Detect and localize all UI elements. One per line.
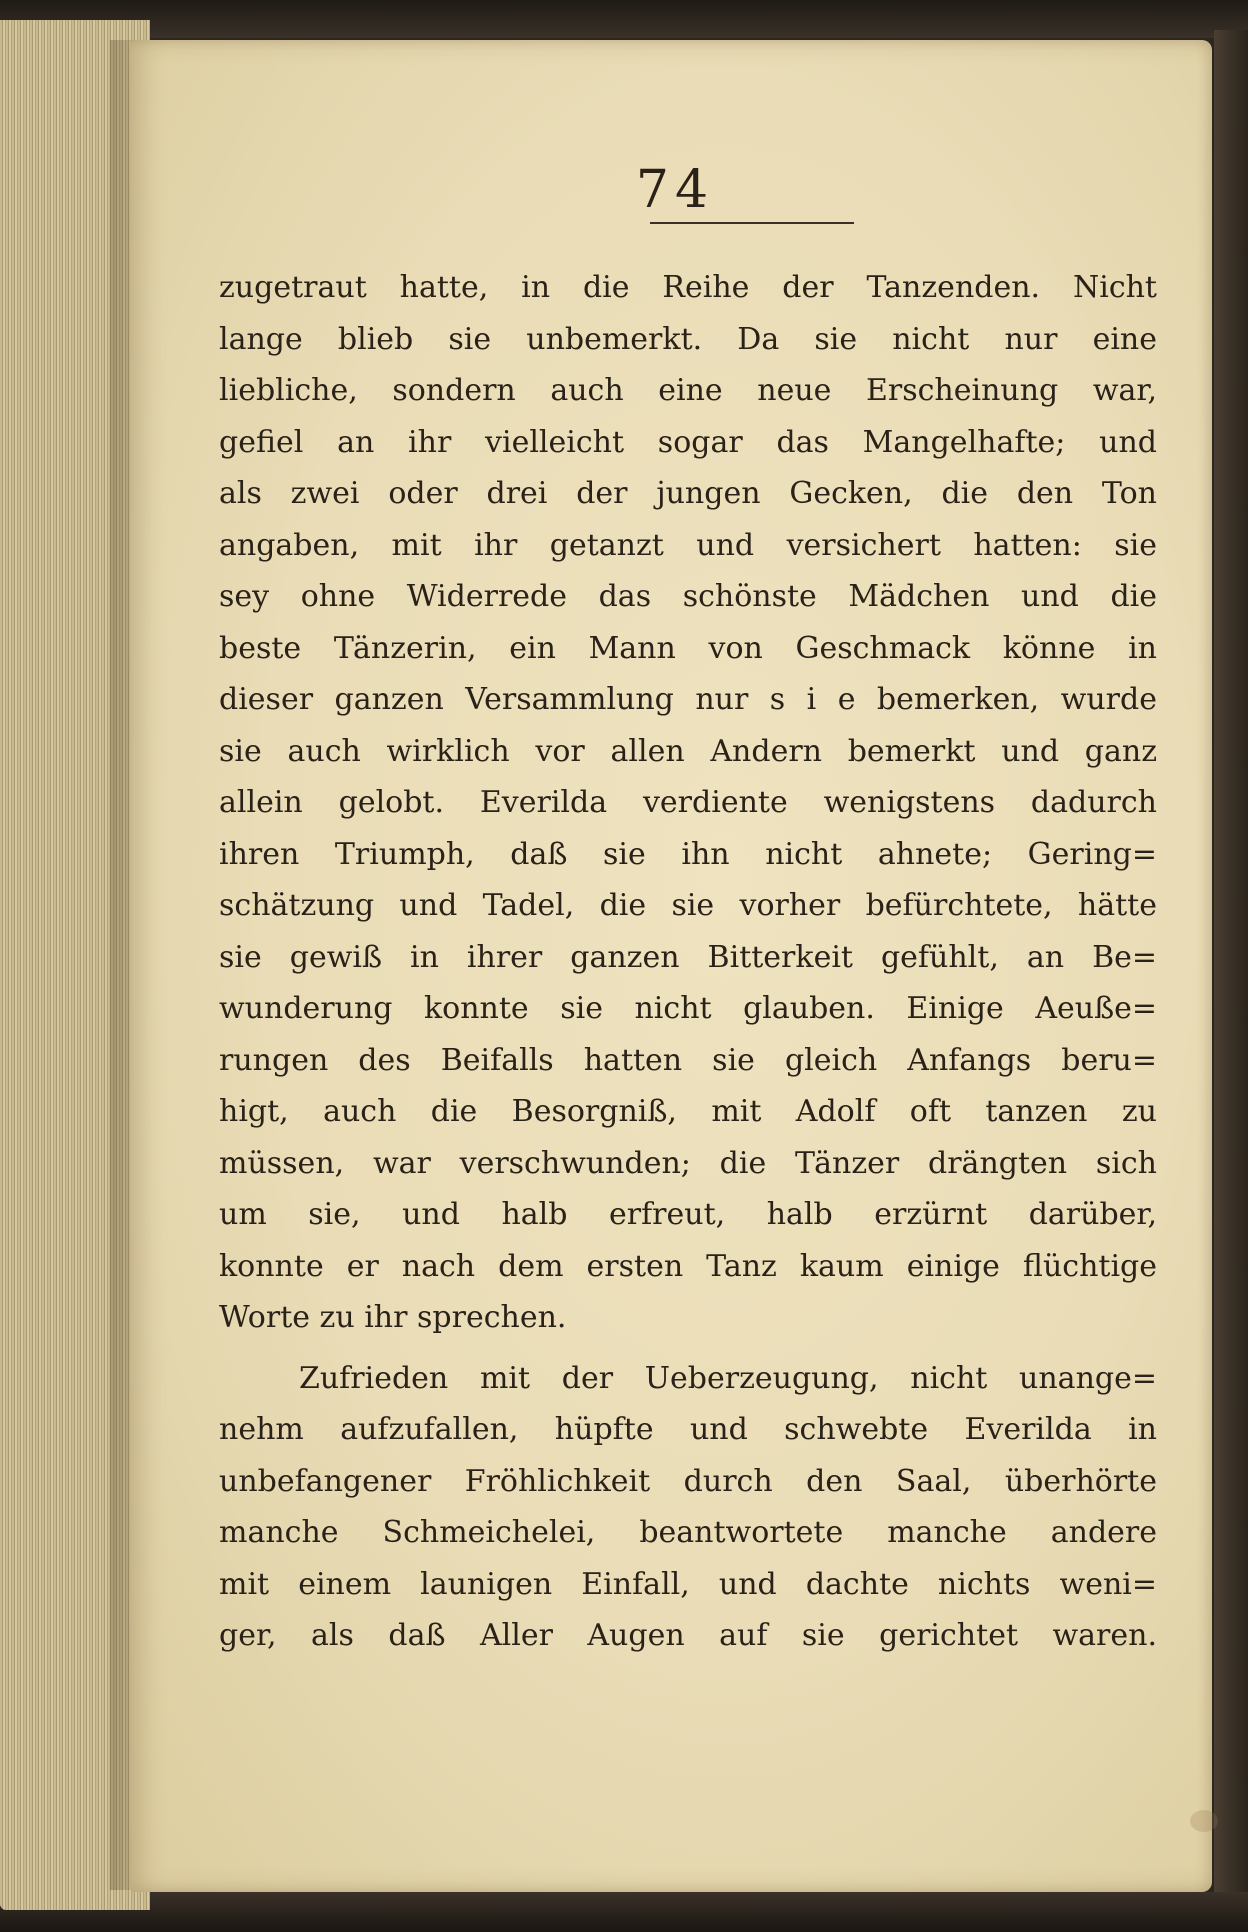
text-line: Zufrieden mit der Ueberzeugung, nicht unange=	[299, 1360, 1157, 1396]
scan-right-edge	[1214, 30, 1248, 1900]
text-line: schätzung und Tadel, die sie vorher befürchtete, hätte	[219, 888, 1157, 923]
text-line: konnte er nach dem ersten Tanz kaum einige flüchtige	[219, 1248, 1157, 1284]
body-text	[219, 262, 1157, 1662]
paper-stain	[1190, 1810, 1218, 1832]
text-line: beste Tänzerin, ein Mann von Geschmack könne in	[219, 630, 1157, 666]
text-line: sey ohne Widerrede das schönste Mädchen und die	[219, 579, 1157, 614]
paragraph-2	[219, 1353, 1157, 1662]
text-line: als zwei oder drei der jungen Gecken, die den Ton	[219, 476, 1157, 511]
text-line: manche Schmeichelei, beantwortete manche andere	[219, 1515, 1157, 1550]
text-line: sie auch wirklich vor allen Andern bemerkt und ganz	[219, 733, 1157, 769]
text-line: sie gewiß in ihrer ganzen Bitterkeit gefühlt, an Be=	[219, 939, 1157, 975]
text-line: higt, auch die Besorgniß, mit Adolf oft tanzen zu	[219, 1094, 1157, 1129]
text-line: allein gelobt. Everilda verdiente wenigstens dadurch	[219, 785, 1157, 820]
text-line: dieser ganzen Versammlung nur s i e bemerken, wurde	[219, 682, 1157, 717]
text-line: unbefangener Fröhlichkeit durch den Saal, überhörte	[219, 1463, 1157, 1499]
page-number: 74	[635, 160, 715, 220]
text-line: mit einem launigen Einfall, und dachte nichts weni=	[219, 1566, 1157, 1602]
text-line: rungen des Beifalls hatten sie gleich Anfangs beru=	[219, 1042, 1157, 1078]
scan-top-edge	[0, 0, 1248, 38]
paragraph-1	[219, 262, 1157, 1344]
text-line: um sie, und halb erfreut, halb erzürnt darüber,	[219, 1197, 1157, 1232]
text-line: ihren Triumph, daß sie ihn nicht ahnete; Gering=	[219, 836, 1157, 872]
text-line: liebliche, sondern auch eine neue Erscheinung war,	[219, 373, 1157, 408]
text-line: lange blieb sie unbemerkt. Da sie nicht nur eine	[219, 321, 1157, 357]
paragraph-gap	[219, 1344, 1157, 1353]
text-line: zugetraut hatte, in die Reihe der Tanzenden. Nicht	[219, 270, 1157, 305]
text-line: müssen, war verschwunden; die Tänzer drängten sich	[219, 1145, 1157, 1181]
header-rule	[650, 222, 854, 224]
text-line: Worte zu ihr sprechen.	[219, 1300, 567, 1335]
text-line: nehm aufzufallen, hüpfte und schwebte Everilda in	[219, 1412, 1157, 1447]
scan-bottom-edge	[0, 1892, 1248, 1932]
text-line: angaben, mit ihr getanzt und versichert hatten: sie	[219, 527, 1157, 563]
text-line: wunderung konnte sie nicht glauben. Einige Aeuße=	[219, 991, 1157, 1026]
text-line: ger, als daß Aller Augen auf sie gerichtet waren.	[219, 1618, 1157, 1653]
text-line: gefiel an ihr vielleicht sogar das Mangelhafte; und	[219, 424, 1157, 460]
